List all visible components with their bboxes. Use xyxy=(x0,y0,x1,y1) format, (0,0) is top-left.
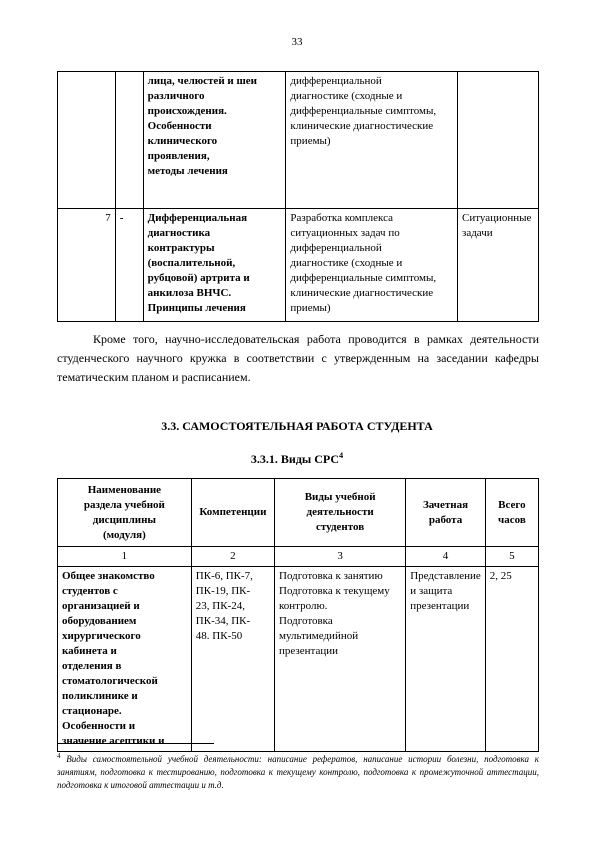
section-heading: 3.3. САМОСТОЯТЕЛЬНАЯ РАБОТА СТУДЕНТА xyxy=(161,419,433,433)
cell-line: диагностике (сходные и xyxy=(290,257,403,269)
cell-line: презентации xyxy=(410,600,470,612)
cell-line: и защита xyxy=(410,585,453,597)
credit-cell xyxy=(406,567,486,752)
cell-line: кабинета и xyxy=(62,645,117,657)
table-header-row xyxy=(58,479,539,547)
cell-line: Дифференциальная xyxy=(147,212,248,224)
cell-line: Виды учебной xyxy=(304,491,376,503)
cell-line: клинические диагностические xyxy=(290,287,434,299)
table-row xyxy=(58,567,539,752)
col-header-competencies xyxy=(191,479,274,547)
cell-line: рубцовой) артрита и xyxy=(147,272,250,284)
subsection-heading xyxy=(0,451,594,467)
table-row xyxy=(58,72,539,209)
cell-line: приемы) xyxy=(290,302,331,314)
cell-line: Всего xyxy=(498,498,526,511)
footnote-mark: 4 xyxy=(57,752,61,760)
cell-line: Наименование xyxy=(87,483,162,496)
body-paragraph: Кроме того, научно-исследовательская работа проводится в рамках деятельности студенческого научного кружка в соответствии с утвержденным на заседании кафедры тематическим планом и расписанием. xyxy=(57,332,539,384)
topic-cell xyxy=(58,567,192,752)
activities-cell xyxy=(275,567,406,752)
footnote-divider xyxy=(57,743,214,744)
cell-line: клинические диагностические xyxy=(290,120,434,132)
cell-line: дисциплины xyxy=(92,513,157,526)
cell-line: дифференциальной xyxy=(290,75,382,87)
cell-line: 48. ПК-50 xyxy=(195,630,243,642)
cell-line: дифференциальные симптомы, xyxy=(290,105,437,117)
cell-line: Подготовка xyxy=(279,615,333,627)
cell-line: Общее знакомство xyxy=(62,570,155,582)
col-header-section xyxy=(58,479,192,547)
cell-line: презентации xyxy=(279,645,339,657)
cell-line: методы лечения xyxy=(147,165,228,177)
cell-line: контрактуры xyxy=(147,242,215,254)
column-number: 5 xyxy=(485,547,538,567)
cell-line: приемы) xyxy=(290,135,331,147)
cell-line: студентов xyxy=(316,521,365,533)
content-cell xyxy=(286,72,458,209)
cell-line: различного xyxy=(147,90,205,102)
cell-line: организацией и xyxy=(62,600,140,612)
cell-line: раздела учебной xyxy=(83,498,165,511)
row-dash-cell xyxy=(115,72,143,209)
cell-line: Подготовка к занятию xyxy=(279,570,383,582)
cell-line: анкилоза ВНЧС. xyxy=(147,287,232,299)
cell-line: студентов с xyxy=(62,585,118,597)
cell-line: часов xyxy=(498,513,526,526)
footnote-text: Виды самостоятельной учебной деятельности: написание рефератов, написание истории болезни, подготовка к занятиям, подготовка к тестированию, подготовка к текущему контролю, подготовка к промежуточной аттестации, подготовка к итоговой аттестации и т.д. xyxy=(57,754,540,790)
column-number: 1 xyxy=(58,547,192,567)
topic-cell xyxy=(143,72,286,209)
cell-line: клинического xyxy=(147,135,218,147)
cell-line: 23, ПК-24, xyxy=(195,600,245,612)
cell-line: значение асептики и xyxy=(62,735,165,747)
cell-line: стационаре. xyxy=(62,705,122,717)
cell-line: Представление xyxy=(410,570,481,582)
cell-line: лица, челюстей и шеи xyxy=(147,75,258,87)
cell-line: мультимедийной xyxy=(279,630,359,642)
cell-line: Разработка комплекса xyxy=(290,212,393,224)
row-dash-cell: - xyxy=(115,209,143,322)
cell-line: ПК-6, ПК-7, xyxy=(195,570,253,582)
footnote-ref: 4 xyxy=(339,451,344,460)
col-header-activities xyxy=(275,479,406,547)
cell-line: Подготовка к текущему xyxy=(279,585,390,597)
page-number: 33 xyxy=(291,36,303,48)
subsection-heading-text: 3.3.1. Виды СРС xyxy=(250,452,340,466)
cell-line: Зачетная xyxy=(422,498,469,511)
cell-line: оборудованием xyxy=(62,615,137,627)
column-number-row xyxy=(58,547,539,567)
footnote xyxy=(57,750,539,792)
cell-line: диагностика xyxy=(147,227,211,239)
cell-line: Компетенции xyxy=(199,506,267,518)
cell-line: работа xyxy=(428,513,463,526)
cell-line: стоматологической xyxy=(62,675,158,687)
form-cell xyxy=(457,209,538,322)
srs-table xyxy=(57,478,539,752)
cell-line: (модуля) xyxy=(103,528,146,541)
cell-line: Особенности xyxy=(147,120,212,132)
hours-cell: 2, 25 xyxy=(485,567,538,752)
cell-line: (воспалительной, xyxy=(147,257,236,269)
cell-line: задачи xyxy=(461,227,493,239)
cell-line: диагностике (сходные и xyxy=(290,90,403,102)
table-row xyxy=(58,209,539,322)
cell-line: Ситуационные xyxy=(461,212,532,224)
cell-line: ситуационных задач по xyxy=(290,227,400,239)
cell-line: ПК-19, ПК- xyxy=(195,585,251,597)
cell-line: отделения в xyxy=(62,660,122,672)
col-header-credit xyxy=(406,479,486,547)
cell-line: деятельности xyxy=(306,506,374,518)
cell-line: Принципы лечения xyxy=(147,302,246,314)
cell-line: проявления, xyxy=(147,150,210,162)
thematic-table xyxy=(57,71,539,322)
cell-line: ПК-34, ПК- xyxy=(195,615,251,627)
column-number: 3 xyxy=(275,547,406,567)
competencies-cell xyxy=(191,567,274,752)
cell-line: Особенности и xyxy=(62,720,136,732)
row-number-cell: 7 xyxy=(58,209,116,322)
cell-line: хирургического xyxy=(62,630,141,642)
cell-line: поликлинике и xyxy=(62,690,138,702)
column-number: 2 xyxy=(191,547,274,567)
column-number: 4 xyxy=(406,547,486,567)
topic-cell xyxy=(143,209,286,322)
col-header-hours xyxy=(485,479,538,547)
content-cell xyxy=(286,209,458,322)
cell-line: дифференциальные симптомы, xyxy=(290,272,437,284)
cell-line: контролю. xyxy=(279,600,328,612)
row-number-cell xyxy=(58,72,116,209)
cell-line: происхождения. xyxy=(147,105,227,117)
cell-line: дифференциальной xyxy=(290,242,382,254)
form-cell xyxy=(457,72,538,209)
